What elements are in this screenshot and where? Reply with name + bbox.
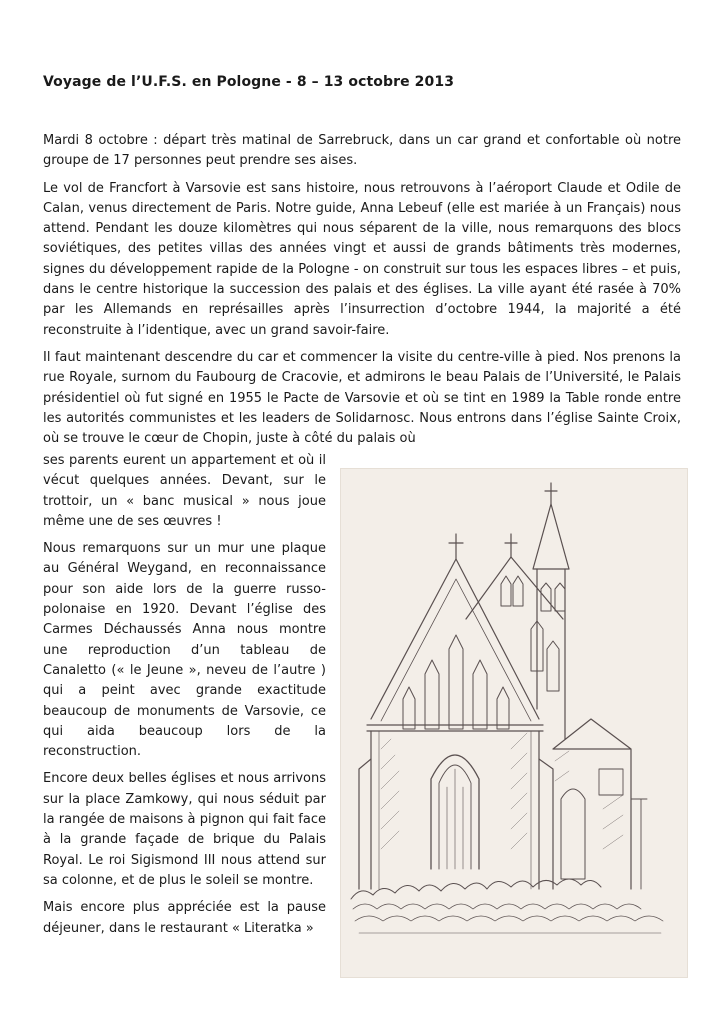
church-drawing bbox=[341, 469, 687, 977]
paragraph-2: Le vol de Francfort à Varsovie est sans histoire, nous retrouvons à l’aéroport Claude et Odile de Calan, venus directement de Paris. Notre guide, Anna Lebeuf (elle est mariée à un Français) nous attend. Pendant les douze kilomètres qui nous séparent de la ville, nous remarquons des blocs soviétiques, des petites villas des années vingt et aussi de grands bâtiments très modernes, signes du développement rapide de la Pologne - on construit sur tous les espaces libres – et puis, dans le centre historique la succession des palais et des églises. La ville ayant été rasée à 70% par les Allemands en représailles après l’insurrection d’octobre 1944, la majorité a été reconstruite à l’identique, avec un grand savoir-faire. bbox=[43, 180, 681, 338]
paragraph-5: Nous remarquons sur un mur une plaque au Général Weygand, en reconnaissance pour son aide lors de la guerre russo-polonaise en 1920. Devant l’église des Carmes Déchaussés Anna nous montre une reproduction d’un tableau de Canaletto (« le Jeune », neveu de l’autre ) qui a peint avec grande exactitude beaucoup de monuments de Varsovie, ce qui aida beaucoup lors de la reconstruction. bbox=[43, 541, 326, 760]
side-chapel bbox=[553, 719, 631, 889]
shrubs bbox=[351, 879, 601, 899]
paragraph-3: Il faut maintenant descendre du car et commencer la visite du centre-ville à pied. Nos prenons la rue Royale, surnom du Faubourg de Cracovie, et admirons le beau Palais de l’Université, le Palais présidentiel où fut signé en 1955 le Pacte de Varsovie et où se tint en 1989 la Table ronde entre les autorités communistes et les leaders de Solidarnosc. Nous entrons dans l’église Sainte Croix, où se trouve le cœur de Chopin, juste à côté du palais où bbox=[43, 349, 681, 447]
paragraph-1: Mardi 8 octobre : départ très matinal de Sarrebruck, dans un car grand et confortable où notre groupe de 17 personnes peut prendre ses aises. bbox=[43, 133, 681, 169]
church-sketch bbox=[340, 468, 688, 978]
paragraph-6: Encore deux belles églises et nous arrivons sur la place Zamkowy, qui nous séduit par la rangée de maisons à pignon qui fait face à la grande façade de brique du Palais Royal. Le roi Sigismond III nous attend sur sa colonne, et de plus le soleil se montre. bbox=[43, 771, 326, 888]
paragraph-4: ses parents eurent un appartement et où il vécut quelques années. Devant, sur le trottoir, un « banc musical » nous joue même une de ses œuvres ! bbox=[43, 453, 326, 529]
column-text bbox=[43, 451, 326, 946]
paragraph-7: Mais encore plus appréciée est la pause déjeuner, dans le restaurant « Literatka » bbox=[43, 900, 326, 936]
full-width-text bbox=[43, 131, 681, 456]
rear-gable bbox=[466, 557, 563, 619]
spire bbox=[533, 504, 569, 569]
document-title: Voyage de l’U.F.S. en Pologne - 8 – 13 octobre 2013 bbox=[43, 74, 455, 90]
